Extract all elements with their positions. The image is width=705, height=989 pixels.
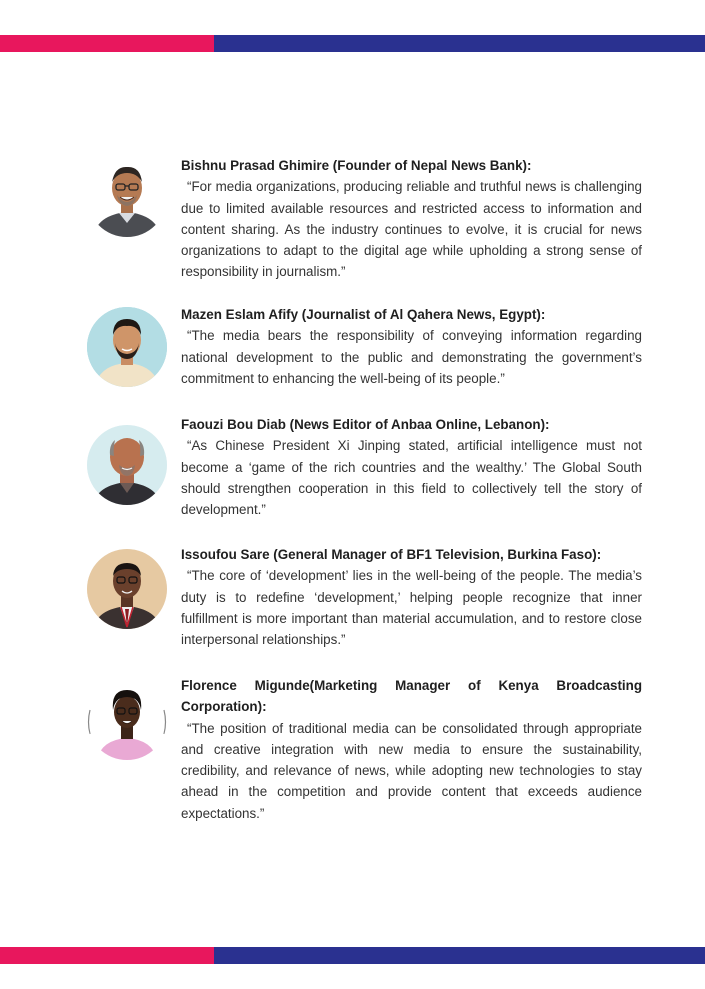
- speaker-name: Faouzi Bou Diab (News Editor of Anbaa Online, Lebanon):: [181, 417, 550, 432]
- bottom-bar-pink-segment: [0, 947, 214, 964]
- speaker-quote: “The core of ‘development’ lies in the well-being of the people. The media’s duty is to redefine ‘development,’ helping people recognize that inner fulfillment is more important than material accumulation, and to restore close interpersonal relationships.”: [181, 568, 642, 648]
- avatar-faouzi-bou-diab: [87, 425, 167, 505]
- speaker-name: Mazen Eslam Afify (Journalist of Al Qahera News, Egypt):: [181, 307, 546, 322]
- top-bar-pink-segment: [0, 35, 214, 52]
- avatar-bishnu-prasad-ghimire: [87, 157, 167, 237]
- avatar-issoufou-sare: [87, 549, 167, 629]
- avatar-florence-migunde: [87, 680, 167, 760]
- top-color-bar: [0, 35, 705, 52]
- speaker-name: Issoufou Sare (General Manager of BF1 Television, Burkina Faso):: [181, 547, 602, 562]
- speaker-quote: “For media organizations, producing reliable and truthful news is challenging due to limited available resources and restricted access to information and content sharing. As the industry continues to evolve, it is crucial for news organizations to adapt to the digital age while upholding a strong sense of responsibility in journalism.”: [181, 179, 642, 280]
- top-bar-navy-segment: [214, 35, 705, 52]
- testimonial-3-text: [181, 414, 642, 520]
- bottom-bar-navy-segment: [214, 947, 705, 964]
- testimonial-1-text: [181, 155, 642, 283]
- speaker-quote: “As Chinese President Xi Jinping stated, artificial intelligence must not become a ‘game of the rich countries and the wealthy.’ The Global South should strengthen cooperation in this field to collectively tell the story of development.”: [181, 438, 642, 518]
- bottom-color-bar: [0, 947, 705, 964]
- avatar-mazen-eslam-afify: [87, 307, 167, 387]
- testimonial-2-text: [181, 304, 642, 389]
- speaker-name: Bishnu Prasad Ghimire (Founder of Nepal News Bank):: [181, 158, 532, 173]
- speaker-quote: “The media bears the responsibility of conveying information regarding national development to the public and demonstrating the government’s commitment to enhancing the well-being of its people.”: [181, 328, 642, 386]
- testimonial-4-text: [181, 544, 642, 650]
- testimonial-5-text: [181, 675, 642, 824]
- speaker-quote: “The position of traditional media can be consolidated through appropriate and creative integration with new media to ensure the sustainability, credibility, and relevance of news, while adopting new technologies to stay ahead in the competition and provide content that exceeds audience expectations.”: [181, 720, 642, 821]
- speaker-name: Florence Migunde(Marketing Manager of Kenya Broadcasting Corporation):: [181, 678, 642, 715]
